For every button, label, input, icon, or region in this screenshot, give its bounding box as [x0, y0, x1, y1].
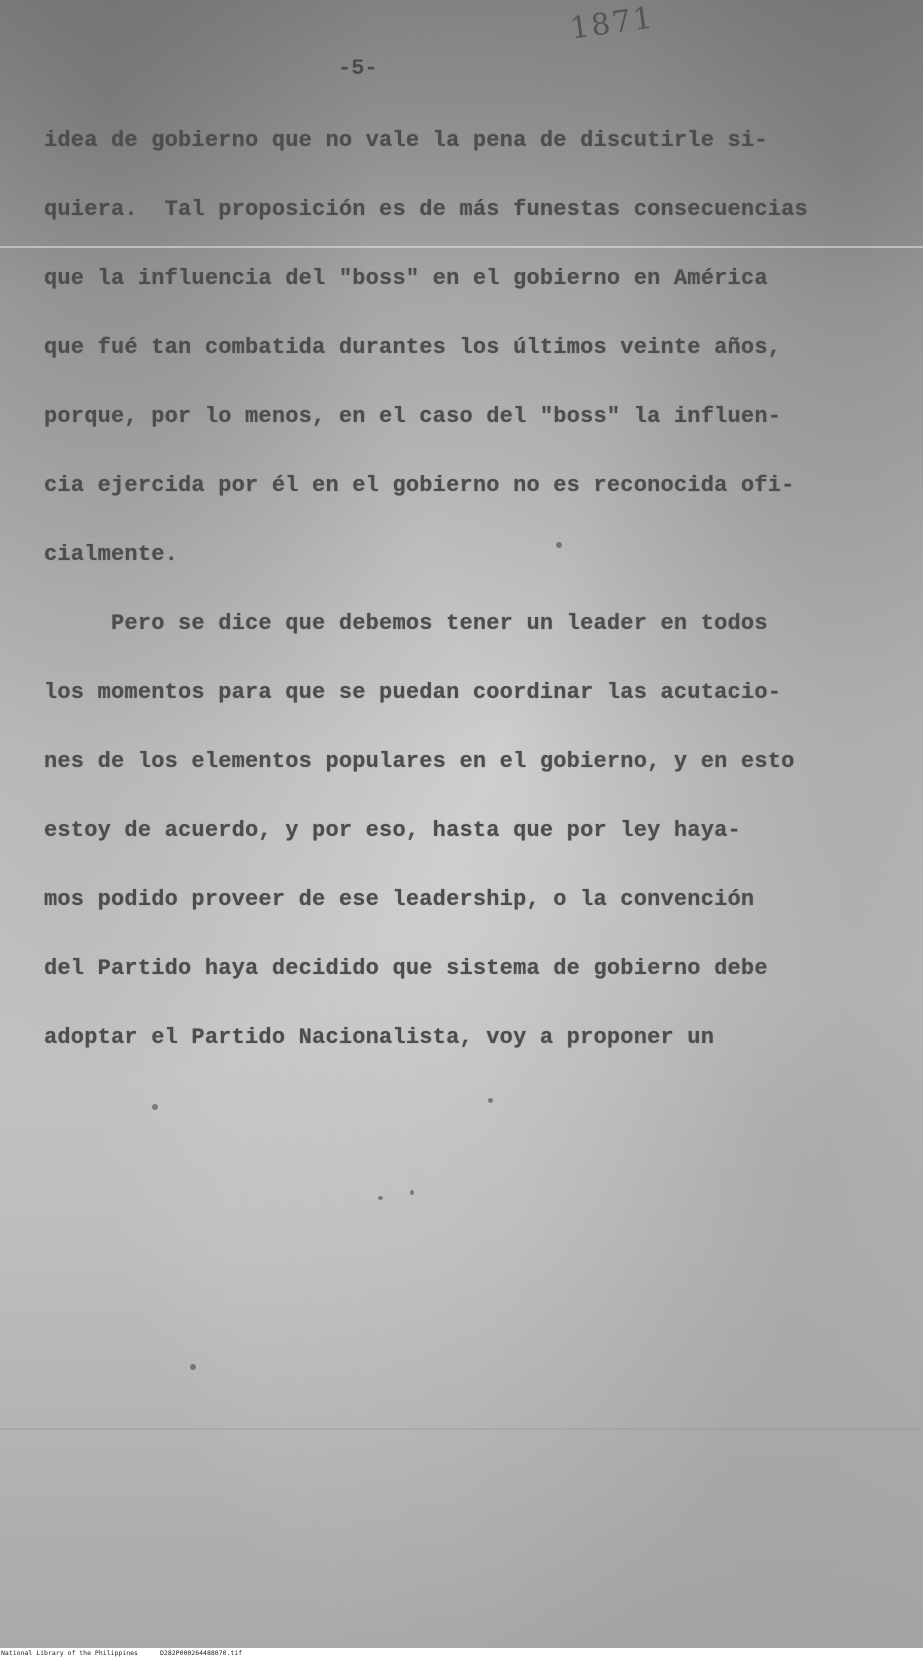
- typed-line: Pero se dice que debemos tener un leader en todos: [44, 611, 768, 636]
- typed-line: nes de los elementos populares en el gobierno, y en esto: [44, 749, 795, 774]
- typed-line: cialmente.: [44, 542, 179, 567]
- typed-line: mos podido proveer de ese leadership, o la convención: [44, 887, 755, 912]
- page-number: -5-: [338, 56, 378, 81]
- paper-speck: [488, 1098, 493, 1103]
- typed-line: idea de gobierno que no vale la pena de discutirle si-: [44, 128, 768, 153]
- typed-line: porque, por lo menos, en el caso del "boss" la influen-: [44, 404, 782, 429]
- typed-line: estoy de acuerdo, y por eso, hasta que por ley haya-: [44, 818, 741, 843]
- typed-line: que la influencia del "boss" en el gobierno en América: [44, 266, 768, 291]
- typed-line: los momentos para que se puedan coordinar las acutacio-: [44, 680, 782, 705]
- scan-filename: D282P000264488070.tif: [160, 1649, 243, 1657]
- handwritten-mark: 1871: [567, 0, 657, 47]
- paper-speck: [410, 1190, 414, 1195]
- scan-footer: [0, 1648, 923, 1658]
- typed-line: quiera. Tal proposición es de más funestas consecuencias: [44, 197, 808, 222]
- fold-line: [0, 246, 923, 248]
- typed-line: que fué tan combatida durantes los últimos veinte años,: [44, 335, 782, 360]
- paper-speck: [190, 1364, 196, 1370]
- paper-speck: [378, 1196, 383, 1200]
- fold-line: [0, 1428, 923, 1430]
- typed-line: del Partido haya decidido que sistema de gobierno debe: [44, 956, 768, 981]
- typed-line: adoptar el Partido Nacionalista, voy a proponer un: [44, 1025, 715, 1050]
- library-credit: National Library of the Philippines: [1, 1649, 138, 1657]
- typed-line: cia ejercida por él en el gobierno no es reconocida ofi-: [44, 473, 795, 498]
- paper-speck: [152, 1104, 158, 1110]
